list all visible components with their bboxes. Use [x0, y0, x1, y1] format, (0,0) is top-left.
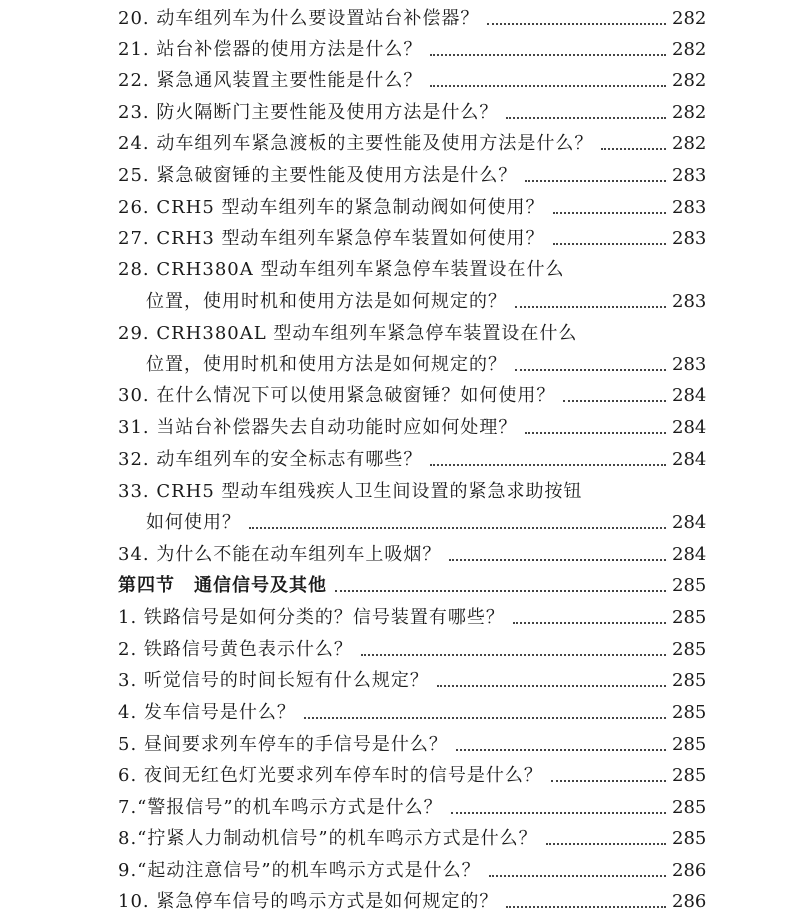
toc-entry-page: 282 [672, 70, 707, 91]
toc-entry [118, 441, 706, 471]
dot-leader [601, 147, 666, 150]
dot-leader [430, 84, 666, 87]
dot-leader [546, 842, 666, 845]
toc-entry-page: 283 [672, 291, 707, 312]
toc-entry [118, 31, 706, 61]
dot-leader [487, 22, 666, 25]
toc-entry-title: 27. CRH3 型动车组列车紧急停车装置如何使用？ [118, 228, 545, 249]
toc-entry-page: 284 [672, 449, 707, 470]
toc-entry-title: 22. 紧急通风装置主要性能是什么？ [118, 70, 423, 91]
toc-entry-page: 282 [672, 39, 707, 60]
toc-entry [118, 220, 706, 250]
toc-entry-title: 位置，使用时机和使用方法是如何规定的？ [146, 291, 507, 312]
toc-entry-continuation [146, 283, 706, 313]
toc-entry-page: 283 [672, 197, 707, 218]
toc-entry [118, 757, 706, 787]
toc-entry [118, 883, 706, 913]
toc-entry-title: 30. 在什么情况下可以使用紧急破窗锤？如何使用？ [118, 385, 556, 406]
dot-leader [456, 748, 666, 751]
toc-entry [118, 409, 706, 439]
dot-leader [430, 463, 666, 466]
toc-entry [118, 662, 706, 692]
toc-entry-title: 24. 动车组列车紧急渡板的主要性能及使用方法是什么？ [118, 133, 594, 154]
toc-entry [118, 315, 706, 345]
toc-entry-continuation [146, 346, 706, 376]
toc-entry-title: 4. 发车信号是什么？ [118, 702, 296, 723]
toc-entry [118, 125, 706, 155]
toc-entry-title: 26. CRH5 型动车组列车的紧急制动阀如何使用？ [118, 197, 545, 218]
toc-entry-title: 23. 防火隔断门主要性能及使用方法是什么？ [118, 102, 499, 123]
section-title: 第四节 通信信号及其他 [118, 575, 327, 596]
toc-entry [118, 157, 706, 187]
toc-entry [118, 789, 706, 819]
toc-entry-page: 282 [672, 8, 707, 29]
dot-leader [489, 874, 666, 877]
toc-entry-page: 283 [672, 228, 707, 249]
dot-leader [506, 905, 666, 908]
toc-entry-title: 32. 动车组列车的安全标志有哪些？ [118, 449, 423, 470]
toc-entry-page: 285 [672, 575, 707, 596]
toc-entry-page: 283 [672, 165, 707, 186]
toc-entry [118, 189, 706, 219]
toc-entry [118, 852, 706, 882]
toc-entry [118, 820, 706, 850]
toc-entry-title: 25. 紧急破窗锤的主要性能及使用方法是什么？ [118, 165, 518, 186]
toc-entry-title: 8.“拧紧人力制动机信号”的机车鸣示方式是什么？ [118, 828, 538, 849]
dot-leader [304, 716, 666, 719]
toc-entry [118, 694, 706, 724]
dot-leader [515, 368, 666, 371]
toc-entry-title: 如何使用？ [146, 512, 241, 533]
toc-entry-title: 31. 当站台补偿器失去自动功能时应如何处理？ [118, 417, 518, 438]
toc-entry [118, 377, 706, 407]
toc-entry-page: 284 [672, 417, 707, 438]
toc-entry [118, 62, 706, 92]
dot-leader [249, 526, 666, 529]
toc-entry [118, 536, 706, 566]
toc-entry-title: 10. 紧急停车信号的鸣示方式是如何规定的？ [118, 891, 499, 912]
toc-entry [118, 599, 706, 629]
dot-leader [513, 621, 666, 624]
toc-entry-title: 5. 昼间要求列车停车的手信号是什么？ [118, 734, 448, 755]
toc-entry-page: 285 [672, 639, 707, 660]
toc-entry-title: 28. CRH380A 型动车组列车紧急停车装置设在什么 [118, 259, 565, 280]
toc-entry [118, 0, 706, 30]
toc-entry [118, 94, 706, 124]
toc-entry-title: 2. 铁路信号黄色表示什么？ [118, 639, 353, 660]
toc-entry-page: 284 [672, 544, 707, 565]
toc-entry-page: 283 [672, 354, 707, 375]
toc-entry-page: 285 [672, 828, 707, 849]
toc-entry-title: 33. CRH5 型动车组残疾人卫生间设置的紧急求助按钮 [118, 481, 583, 502]
toc-entry-page: 284 [672, 385, 707, 406]
dot-leader [551, 779, 666, 782]
toc-section-heading [118, 567, 706, 597]
dot-leader [335, 589, 666, 592]
toc-entry-continuation [146, 504, 706, 534]
toc-entry-title: 9.“起动注意信号”的机车鸣示方式是什么？ [118, 860, 481, 881]
toc-entry-page: 282 [672, 133, 707, 154]
toc-entry-page: 284 [672, 512, 707, 533]
toc-entry-title: 29. CRH380AL 型动车组列车紧急停车装置设在什么 [118, 323, 578, 344]
toc-entry-page: 285 [672, 797, 707, 818]
toc-entry-page: 285 [672, 670, 707, 691]
dot-leader [449, 558, 666, 561]
dot-leader [553, 242, 666, 245]
toc-entry-title: 位置，使用时机和使用方法是如何规定的？ [146, 354, 507, 375]
toc-entry-page: 286 [672, 860, 707, 881]
dot-leader [515, 305, 666, 308]
dot-leader [451, 811, 666, 814]
toc-entry-page: 285 [672, 702, 707, 723]
toc-entry-page: 286 [672, 891, 707, 912]
dot-leader [430, 53, 666, 56]
dot-leader [437, 684, 666, 687]
toc-entry-page: 285 [672, 734, 707, 755]
toc-entry [118, 251, 706, 281]
toc-entry-title: 6. 夜间无红色灯光要求列车停车时的信号是什么？ [118, 765, 543, 786]
dot-leader [525, 179, 666, 182]
dot-leader [361, 653, 666, 656]
toc-entry [118, 726, 706, 756]
dot-leader [525, 431, 666, 434]
toc-entry-title: 1. 铁路信号是如何分类的？信号装置有哪些？ [118, 607, 505, 628]
toc-entry [118, 631, 706, 661]
toc-entry-title: 21. 站台补偿器的使用方法是什么？ [118, 39, 423, 60]
toc-entry-title: 7.“警报信号”的机车鸣示方式是什么？ [118, 797, 443, 818]
toc-entry-title: 20. 动车组列车为什么要设置站台补偿器？ [118, 8, 480, 29]
toc-entry-title: 3. 听觉信号的时间长短有什么规定？ [118, 670, 429, 691]
dot-leader [553, 211, 666, 214]
toc-entry [118, 473, 706, 503]
toc-entry-page: 285 [672, 607, 707, 628]
dot-leader [563, 399, 666, 402]
toc-entry-page: 282 [672, 102, 707, 123]
dot-leader [506, 116, 666, 119]
toc-entry-page: 285 [672, 765, 707, 786]
toc-entry-title: 34. 为什么不能在动车组列车上吸烟？ [118, 544, 442, 565]
